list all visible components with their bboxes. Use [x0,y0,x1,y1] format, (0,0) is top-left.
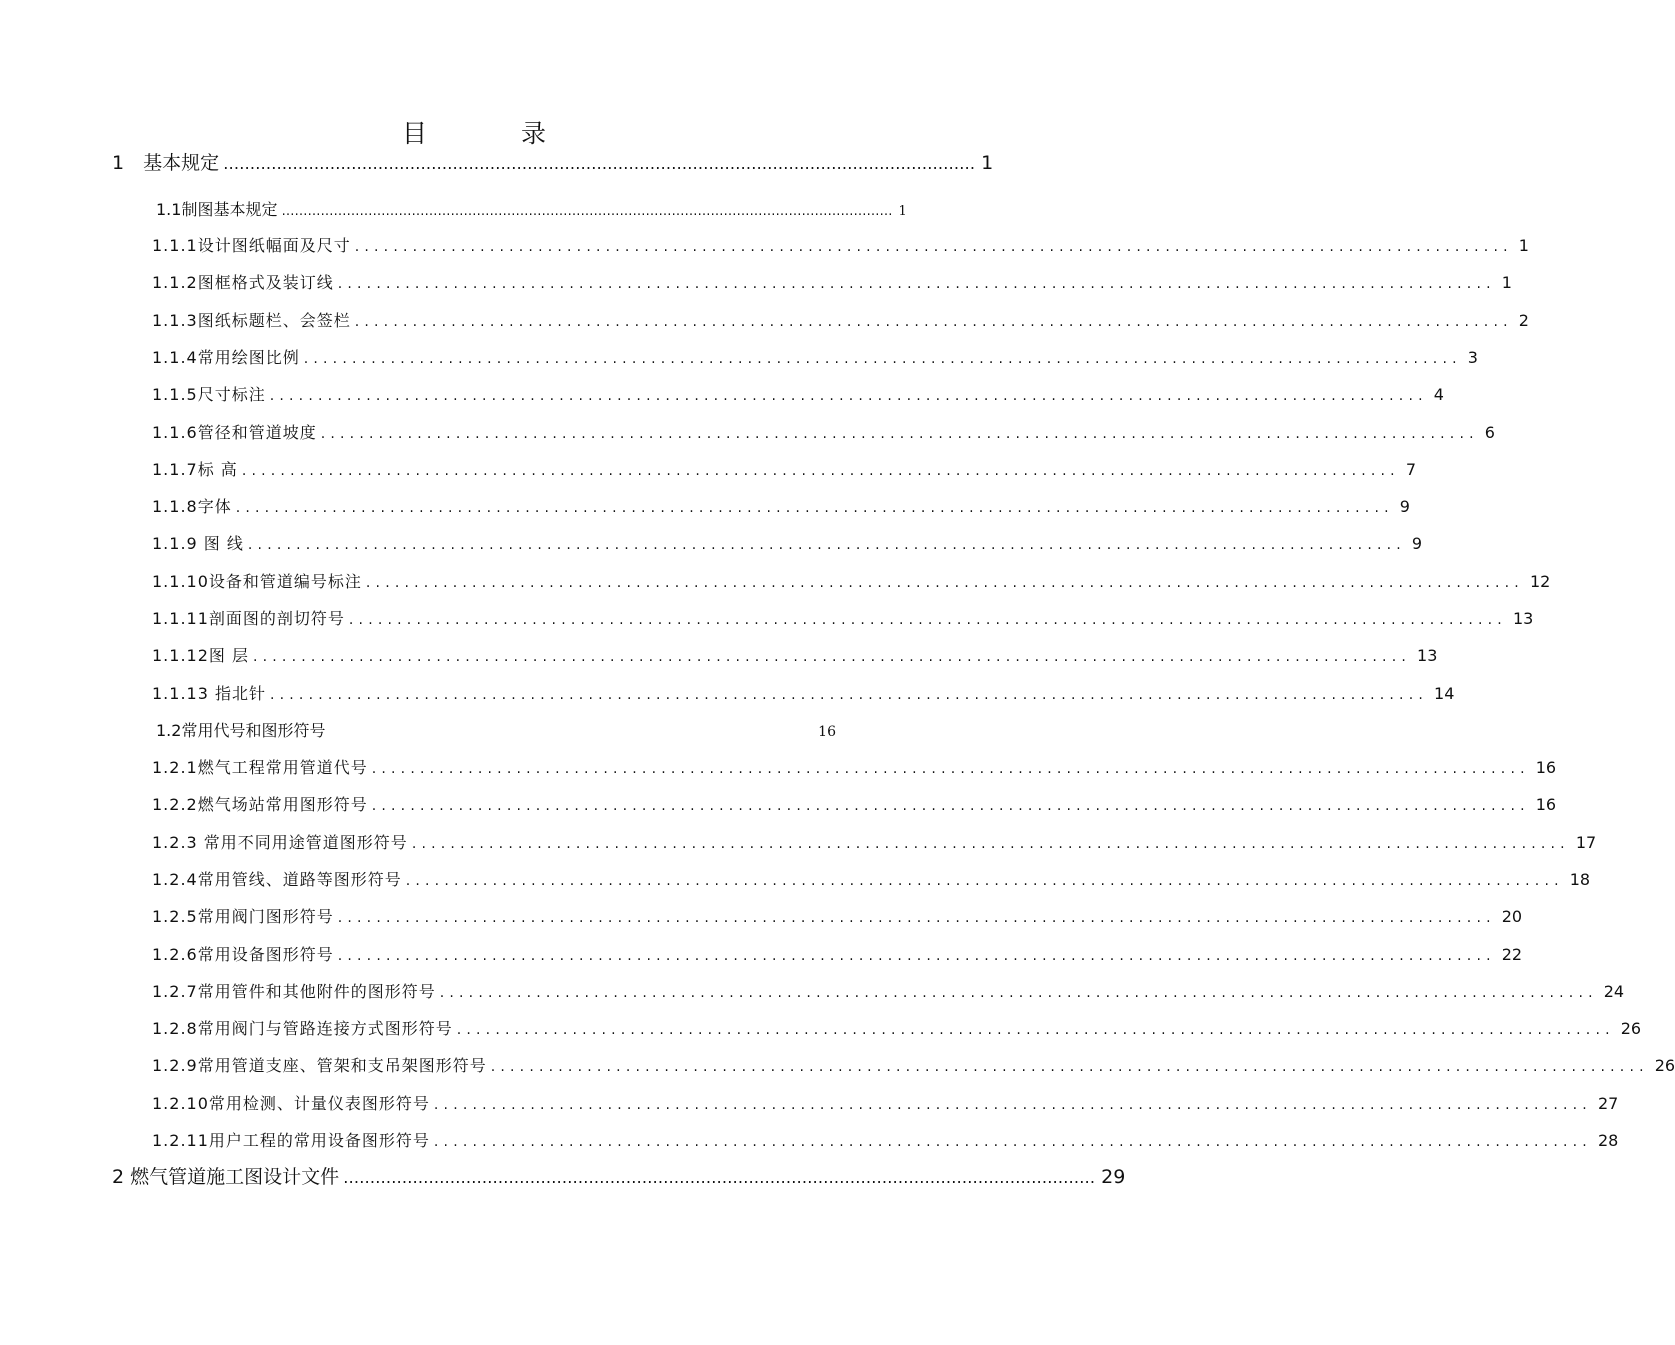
toc-entry[interactable] [152,345,1478,368]
toc-page-number: 18 [1569,869,1591,889]
toc-page-number: 28 [1597,1131,1619,1150]
toc-section-label: 1.2常用代号和图形符号 [156,721,326,740]
toc-leader: ........................................................................................................................ [241,462,1400,479]
toc-entry-label: 1.1.5尺寸标注 [152,385,266,405]
toc-entry[interactable] [152,606,1534,629]
toc-page-number: 20 [1501,907,1523,927]
toc-entry[interactable] [152,904,1523,927]
toc-entry-label: 1.1.6管径和管道坡度 [152,422,317,442]
toc-entry[interactable] [152,643,1438,666]
toc-page-number: 1 [981,152,994,174]
toc-page-number: 12 [1529,571,1551,591]
toc-entry[interactable] [152,830,1597,853]
toc-leader: …………………………………………………………………………………………………………………………… [223,154,976,173]
toc-entry-label: 1.1.2图框格式及装订线 [152,273,334,293]
toc-page-number: 13 [1417,646,1438,666]
toc-page-number: 7 [1405,459,1417,479]
toc-page-number: 16 [1535,758,1557,777]
toc-entry[interactable] [152,569,1551,592]
toc-entry[interactable] [152,233,1529,256]
toc-leader: ........................................................................................................................ [456,1022,1615,1039]
toc-entry-label: 1.1.3图纸标题栏、会签栏 [152,310,351,330]
toc-leader: ........................................................................................................................ [235,500,1394,517]
toc-entry-label: 1.1.7标 高 [152,459,238,479]
toc-leader: ........................................................................................................................ [411,835,1570,852]
toc-leader: ........................................................................................................................ [320,425,1479,442]
toc-entry-label: 1.1.1设计图纸幅面及尺寸 [152,236,351,255]
toc-leader: ........................................................................................................................ [371,761,1530,777]
toc-entry-label: 1.2.11用户工程的常用设备图形符号 [152,1131,430,1150]
toc-leader: ........................................................................................................................ [371,798,1530,815]
toc-page-number: 1 [898,204,907,219]
toc-page-number: 2 [1518,310,1529,330]
toc-page-number: 9 [1411,534,1423,554]
toc-section-1-1[interactable] [156,197,907,220]
toc-entry[interactable] [152,1091,1619,1114]
toc-entry[interactable] [152,681,1455,704]
toc-entry-label: 1.2.7常用管件和其他附件的图形符号 [152,981,436,1001]
toc-entry[interactable] [152,942,1523,965]
toc-entry-label: 1.1.11剖面图的剖切符号 [152,609,345,628]
toc-page-number: 24 [1603,981,1625,1001]
toc-entry-label: 1.2.5常用阀门图形符号 [152,907,334,927]
toc-title-char-1: 目 [401,119,429,148]
toc-chapter-2[interactable] [112,1162,1126,1189]
toc-leader: ........................................................................................................................ [433,1096,1592,1113]
toc-leader: ........................................................................................................................ [247,537,1406,554]
toc-page-number: 16 [818,724,836,740]
toc-entry[interactable] [152,420,1495,443]
toc-entry[interactable] [152,1128,1619,1151]
toc-entry[interactable] [152,308,1529,331]
toc-page-number: 27 [1597,1093,1619,1113]
toc-entry[interactable] [152,755,1557,778]
toc-leader: ........................................................................................................................ [354,239,1513,255]
toc-entry-label: 1.2.6常用设备图形符号 [152,944,334,964]
toc-leader: ........................................................................................................................ [348,612,1507,628]
toc-entry-label: 1.1.9 图 线 [152,534,244,554]
toc-entry-label: 1.1.13 指北针 [152,683,266,703]
toc-section-1-2[interactable] [156,718,836,741]
toc-entry-label: 1.2.3 常用不同用途管道图形符号 [152,832,408,852]
toc-entry[interactable] [152,457,1417,480]
toc-leader: ........................................................................................................................ [365,574,1524,591]
toc-entry[interactable] [152,792,1557,815]
toc-entry-label: 1.2.2燃气场站常用图形符号 [152,795,368,815]
toc-page-number: 26 [1654,1056,1675,1076]
toc-chapter-label: 2 燃气管道施工图设计文件 [112,1166,340,1188]
toc-entry-label: 1.2.8常用阀门与管路连接方式图形符号 [152,1019,453,1039]
toc-entry[interactable] [152,1053,1675,1076]
toc-leader: ........................................................................................................................ [269,388,1428,405]
toc-page-number: 6 [1484,422,1495,442]
toc-page-number: 26 [1620,1019,1642,1039]
toc-entry[interactable] [152,531,1423,554]
toc-page-number: 17 [1575,832,1597,852]
toc-leader: ........................................................................................................................ [433,1134,1592,1150]
toc-page-number: 1 [1501,273,1512,293]
toc-leader: ........................................................................................................................ [269,686,1429,703]
toc-entry-label: 1.2.9常用管道支座、管架和支吊架图形符号 [152,1056,487,1076]
toc-page-number: 14 [1434,683,1455,703]
toc-entry-label: 1.2.4常用管线、道路等图形符号 [152,869,402,889]
toc-page-number: 16 [1535,795,1557,815]
toc-page-number: 3 [1467,347,1478,367]
toc-leader: ........................................................................................................................ [252,649,1412,666]
toc-leader: ........................................................................................................................ [405,872,1564,889]
toc-leader: ........................................................................................................................ [337,910,1496,927]
toc-leader: …………………………………………………………………………………………………………………………… [343,1168,1096,1187]
toc-page-number: 29 [1101,1166,1126,1188]
toc-chapter-1[interactable] [112,148,994,175]
toc-entry[interactable] [152,494,1410,517]
toc-entry[interactable] [152,270,1512,293]
toc-entry[interactable] [152,1016,1642,1039]
toc-entry[interactable] [152,867,1591,890]
toc-leader: ........................................................................................................................ [490,1059,1649,1076]
toc-title [0,114,950,150]
toc-leader: ........................................................................................................................ [337,276,1496,293]
toc-leader: ........................................................................................................................ [303,350,1462,367]
toc-entry[interactable] [152,979,1625,1002]
toc-page-number: 9 [1399,497,1410,517]
toc-leader: ........................................................................................................................ [354,313,1513,330]
toc-section-label: 1.1制图基本规定 [156,200,278,219]
toc-leader: …………………………………………………………………………………………………………………………… [281,204,893,219]
toc-title-char-2: 录 [521,119,549,148]
toc-entry-label: 1.1.4常用绘图比例 [152,347,300,367]
toc-page-number: 1 [1518,236,1529,255]
toc-chapter-label: 1 基本规定 [112,152,220,174]
toc-entry-label: 1.1.12图 层 [152,646,249,666]
toc-entry-label: 1.2.10常用检测、计量仪表图形符号 [152,1093,430,1113]
toc-entry-label: 1.2.1燃气工程常用管道代号 [152,758,368,777]
toc-entry[interactable] [152,382,1444,405]
toc-leader: ........................................................................................................................ [337,947,1496,964]
toc-entry-label: 1.1.8字体 [152,497,232,517]
toc-page-number: 22 [1501,944,1523,964]
toc-leader: ........................................................................................................................ [439,984,1598,1001]
toc-page-number: 13 [1512,609,1534,628]
toc-page-number: 4 [1433,385,1444,405]
toc-entry-label: 1.1.10设备和管道编号标注 [152,571,362,591]
